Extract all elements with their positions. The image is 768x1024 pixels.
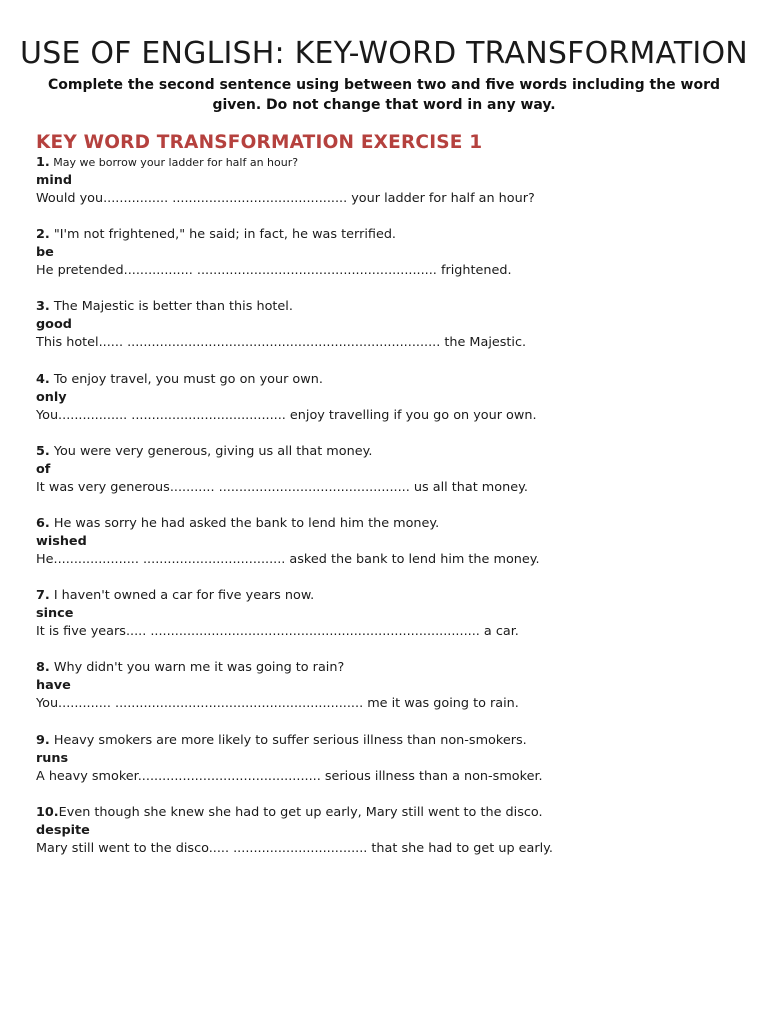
item-answer-line: You............. ............................................................. me it was going to rain.	[36, 696, 519, 712]
item-keyword: runs	[36, 750, 69, 766]
item-answer-line: It was very generous........... ............................................... us all that money.	[36, 479, 528, 495]
item-question	[36, 443, 736, 461]
item-question	[36, 226, 736, 244]
item-question	[36, 587, 736, 605]
exercise-item	[36, 443, 736, 515]
item-keyword: since	[36, 606, 74, 622]
item-question	[36, 804, 736, 822]
exercise-item	[36, 659, 736, 731]
page-title: USE OF ENGLISH: KEY-WORD TRANSFORMATION	[20, 36, 748, 71]
item-question-text: I haven't owned a car for five years now.	[53, 588, 315, 604]
item-keyword: mind	[36, 173, 72, 188]
item-keyword: only	[36, 389, 67, 405]
item-keyword: of	[36, 461, 51, 477]
item-question-text: Even though she knew she had to get up early, Mary still went to the disco.	[58, 804, 543, 820]
item-question	[36, 371, 736, 389]
exercise-item	[36, 515, 736, 587]
item-question-text: You were very generous, giving us all that money.	[53, 443, 373, 459]
item-answer-line: Would you................ ........................................... your ladder for half an hour?	[36, 191, 535, 206]
item-question	[36, 732, 736, 750]
item-question-text: May we borrow your ladder for half an hour?	[53, 156, 299, 169]
item-keyword: wished	[36, 533, 87, 549]
item-question-text: Why didn't you warn me it was going to rain?	[53, 660, 345, 676]
item-question	[36, 298, 736, 316]
item-question-text: The Majestic is better than this hotel.	[53, 299, 293, 315]
item-question-text: Heavy smokers are more likely to suffer serious illness than non-smokers.	[53, 732, 527, 748]
item-keyword: despite	[36, 822, 90, 838]
exercise-item	[36, 371, 736, 443]
exercise-item	[36, 732, 736, 804]
item-keyword: have	[36, 678, 71, 694]
item-number: 7.	[36, 588, 50, 604]
item-number: 3.	[36, 299, 50, 315]
item-number: 2.	[36, 227, 50, 243]
item-number: 4.	[36, 371, 50, 387]
item-answer-line: It is five years..... ................................................................................. a car.	[36, 624, 519, 640]
exercise-item	[36, 298, 736, 370]
item-keyword: be	[36, 245, 54, 261]
item-number: 6.	[36, 515, 50, 531]
item-question	[36, 154, 736, 172]
item-number: 1.	[36, 155, 50, 170]
item-answer-line: This hotel...... ............................................................................. the Majestic.	[36, 335, 527, 351]
item-number: 10.	[36, 804, 59, 820]
item-answer-line: You................. ...................................... enjoy travelling if you go on your own.	[36, 407, 537, 423]
exercise-item	[36, 154, 736, 226]
exercise-heading: KEY WORD TRANSFORMATION EXERCISE 1	[36, 132, 483, 153]
item-number: 9.	[36, 732, 50, 748]
item-answer-line: He..................... ................................... asked the bank to lend him the money.	[36, 551, 540, 567]
item-question-text: He was sorry he had asked the bank to lend him the money.	[53, 515, 440, 531]
item-question	[36, 515, 736, 533]
exercise-item	[36, 587, 736, 659]
item-answer-line: Mary still went to the disco..... ................................. that she had to get up early.	[36, 840, 553, 856]
item-question	[36, 659, 736, 677]
exercise-item	[36, 226, 736, 298]
item-number: 5.	[36, 443, 50, 459]
instructions-text: Complete the second sentence using between two and five words including the word given. Do not change that word in any way.	[47, 77, 721, 113]
exercise-item	[36, 804, 736, 876]
item-question-text: To enjoy travel, you must go on your own.	[53, 371, 323, 387]
exercise-items	[36, 154, 736, 876]
item-question-text: "I'm not frightened," he said; in fact, he was terrified.	[53, 227, 397, 243]
item-keyword: good	[36, 317, 72, 333]
item-number: 8.	[36, 660, 50, 676]
item-answer-line: He pretended................. ........................................................... frightened.	[36, 263, 512, 279]
item-answer-line: A heavy smoker............................................. serious illness than a non-smoker.	[36, 768, 543, 784]
